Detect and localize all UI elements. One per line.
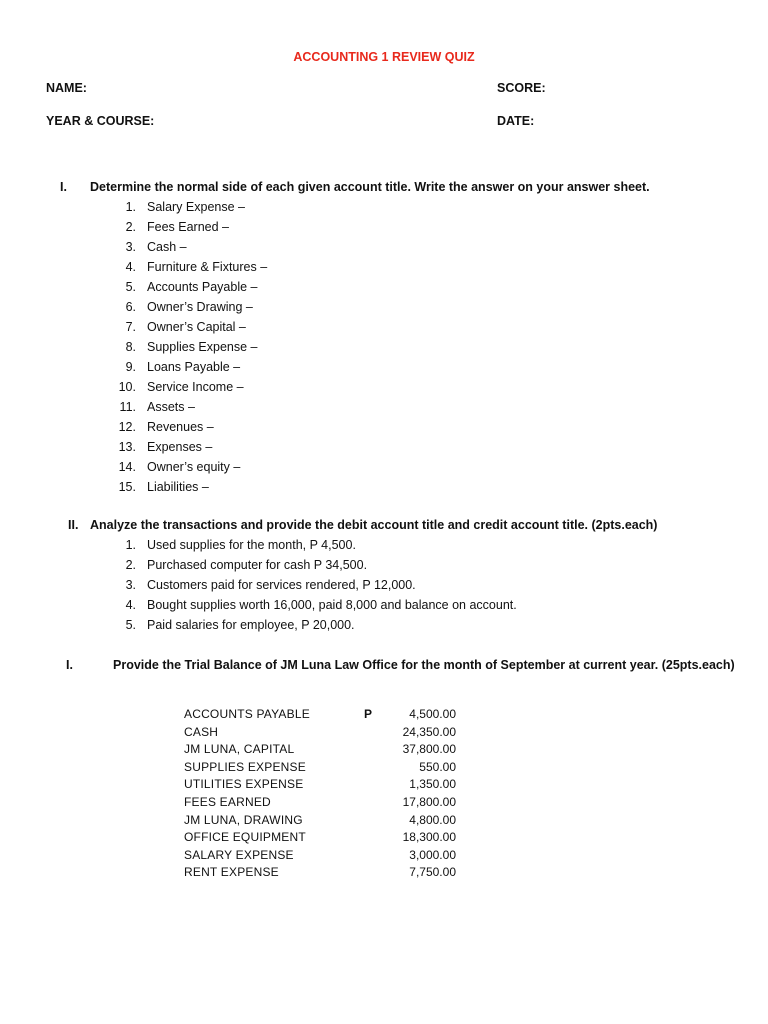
item-number: 12. bbox=[118, 420, 136, 434]
table-row bbox=[184, 864, 464, 882]
account-name: OFFICE EQUIPMENT bbox=[184, 830, 306, 845]
list-item bbox=[112, 317, 267, 337]
table-row bbox=[184, 724, 464, 742]
item-text: Assets – bbox=[147, 400, 195, 414]
item-number: 5. bbox=[125, 280, 136, 294]
list-item bbox=[112, 575, 517, 595]
list-item bbox=[112, 477, 267, 497]
account-amount: 7,750.00 bbox=[409, 865, 456, 880]
table-row bbox=[184, 776, 464, 794]
account-amount: 1,350.00 bbox=[409, 777, 456, 792]
item-text: Purchased computer for cash P 34,500. bbox=[147, 558, 368, 572]
account-amount: 4,500.00 bbox=[409, 707, 456, 721]
trial-balance-table bbox=[184, 706, 464, 882]
item-number: 8. bbox=[125, 340, 136, 354]
account-name: JM LUNA, CAPITAL bbox=[184, 742, 295, 757]
table-row bbox=[184, 706, 464, 724]
item-number: 15. bbox=[118, 480, 136, 494]
item-text: Liabilities – bbox=[147, 480, 209, 494]
table-row bbox=[184, 759, 464, 777]
item-number: 2. bbox=[125, 558, 136, 572]
item-text: Owner’s Capital – bbox=[147, 320, 246, 334]
account-name: UTILITIES EXPENSE bbox=[184, 777, 304, 792]
account-name: SALARY EXPENSE bbox=[184, 847, 294, 862]
account-name: SUPPLIES EXPENSE bbox=[184, 759, 306, 774]
page-title: ACCOUNTING 1 REVIEW QUIZ bbox=[293, 50, 475, 64]
item-number: 1. bbox=[125, 200, 136, 214]
section-1-instruction: Determine the normal side of each given account title. Write the answer on your answer sheet. bbox=[90, 180, 650, 194]
list-item bbox=[112, 257, 267, 277]
table-row bbox=[184, 847, 464, 865]
item-text: Owner’s Drawing – bbox=[147, 300, 253, 314]
account-amount: 4,800.00 bbox=[409, 812, 456, 827]
section-1-list bbox=[112, 197, 267, 497]
item-text: Owner’s equity – bbox=[147, 460, 241, 474]
list-item bbox=[112, 595, 517, 615]
year-course-label: YEAR & COURSE: bbox=[46, 114, 155, 128]
list-item bbox=[112, 237, 267, 257]
item-text: Cash – bbox=[147, 240, 187, 254]
list-item bbox=[112, 197, 267, 217]
account-name: ACCOUNTS PAYABLE bbox=[184, 707, 310, 721]
list-item bbox=[112, 337, 267, 357]
item-text: Used supplies for the month, P 4,500. bbox=[147, 538, 356, 552]
item-text: Paid salaries for employee, P 20,000. bbox=[147, 618, 355, 632]
account-name: FEES EARNED bbox=[184, 794, 271, 809]
list-item bbox=[112, 297, 267, 317]
section-2-list bbox=[112, 535, 517, 635]
item-text: Accounts Payable – bbox=[147, 280, 258, 294]
account-amount: 18,300.00 bbox=[402, 830, 456, 845]
item-number: 9. bbox=[125, 360, 136, 374]
item-number: 3. bbox=[125, 240, 136, 254]
item-text: Bought supplies worth 16,000, paid 8,000 and balance on account. bbox=[147, 598, 517, 612]
section-2-instruction: Analyze the transactions and provide the debit account title and credit account title. (2pts.each) bbox=[90, 518, 658, 532]
account-amount: 24,350.00 bbox=[402, 724, 456, 739]
account-amount: 37,800.00 bbox=[402, 742, 456, 757]
account-name: JM LUNA, DRAWING bbox=[184, 812, 303, 827]
item-text: Customers paid for services rendered, P 12,000. bbox=[147, 578, 416, 592]
item-text: Fees Earned – bbox=[147, 220, 229, 234]
currency-symbol: P bbox=[364, 707, 373, 721]
item-number: 3. bbox=[125, 578, 136, 592]
table-row bbox=[184, 829, 464, 847]
list-item bbox=[112, 437, 267, 457]
section-1-numeral: I. bbox=[60, 180, 67, 194]
item-text: Supplies Expense – bbox=[147, 340, 258, 354]
name-label: NAME: bbox=[46, 81, 87, 95]
section-3-numeral: I. bbox=[66, 658, 73, 672]
item-text: Salary Expense – bbox=[147, 200, 245, 214]
item-text: Revenues – bbox=[147, 420, 214, 434]
date-label: DATE: bbox=[497, 114, 535, 128]
account-name: RENT EXPENSE bbox=[184, 865, 279, 880]
item-number: 10. bbox=[118, 380, 136, 394]
item-number: 7. bbox=[125, 320, 136, 334]
item-number: 14. bbox=[118, 460, 136, 474]
section-2-numeral: II. bbox=[68, 518, 79, 532]
list-item bbox=[112, 457, 267, 477]
item-number: 5. bbox=[125, 618, 136, 632]
item-text: Furniture & Fixtures – bbox=[147, 260, 268, 274]
account-amount: 550.00 bbox=[419, 759, 456, 774]
item-number: 6. bbox=[125, 300, 136, 314]
list-item bbox=[112, 217, 267, 237]
item-number: 13. bbox=[118, 440, 136, 454]
list-item bbox=[112, 535, 517, 555]
table-row bbox=[184, 741, 464, 759]
account-amount: 17,800.00 bbox=[402, 794, 456, 809]
list-item bbox=[112, 615, 517, 635]
item-number: 4. bbox=[125, 598, 136, 612]
section-3-instruction: Provide the Trial Balance of JM Luna Law Office for the month of September at current year. (25pts.each) bbox=[113, 658, 735, 672]
list-item bbox=[112, 277, 267, 297]
table-row bbox=[184, 794, 464, 812]
item-text: Service Income – bbox=[147, 380, 244, 394]
list-item bbox=[112, 555, 517, 575]
list-item bbox=[112, 377, 267, 397]
list-item bbox=[112, 397, 267, 417]
list-item bbox=[112, 357, 267, 377]
item-number: 1. bbox=[125, 538, 136, 552]
score-label: SCORE: bbox=[497, 81, 546, 95]
item-text: Expenses – bbox=[147, 440, 213, 454]
item-number: 2. bbox=[125, 220, 136, 234]
list-item bbox=[112, 417, 267, 437]
item-number: 4. bbox=[125, 260, 136, 274]
item-text: Loans Payable – bbox=[147, 360, 241, 374]
item-number: 11. bbox=[119, 400, 136, 414]
account-name: CASH bbox=[184, 724, 219, 739]
account-amount: 3,000.00 bbox=[409, 847, 456, 862]
table-row bbox=[184, 812, 464, 830]
